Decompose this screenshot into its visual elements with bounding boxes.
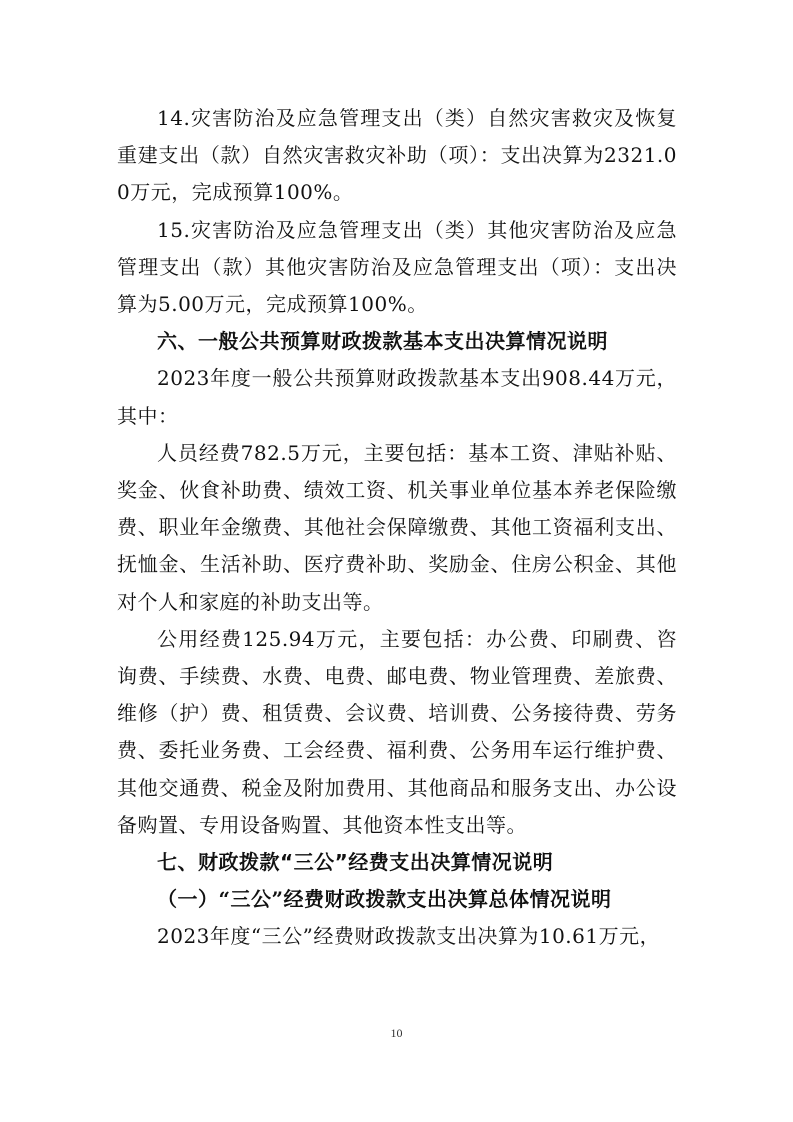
paragraph-public-expenses: 公用经费125.94万元，主要包括：办公费、印刷费、咨询费、手续费、水费、电费、邮电费、物业管理费、差旅费、维修（护）费、租赁费、会议费、培训费、公务接待费、劳务费、委托业务费、工会经费、福利费、公务用车运行维护费、其他交通费、税金及附加费用、其他商品和服务支出、办公设备购置、专用设备购置、其他资本性支出等。 [117,626,677,837]
page-number: 10 [390,1026,403,1040]
subsection-heading-1: （一）“三公”经费财政拨款支出决算总体情况说明 [157,887,612,912]
paragraph-item-15: 15.灾害防治及应急管理支出（类）其他灾害防治及应急管理支出（款）其他灾害防治及应急管理支出（项）：支出决算为5.00万元，完成预算100%。 [117,217,677,317]
paragraph-personnel-expenses: 人员经费782.5万元，主要包括：基本工资、津贴补贴、奖金、伙食补助费、绩效工资、机关事业单位基本养老保险缴费、职业年金缴费、其他社会保障缴费、其他工资福利支出、抚恤金、生活补助、医疗费补助、奖励金、住房公积金、其他对个人和家庭的补助支出等。 [117,440,677,614]
paragraph-item-14: 14.灾害防治及应急管理支出（类）自然灾害救灾及恢复重建支出（款）自然灾害救灾补助（项）：支出决算为2321.00万元，完成预算100%。 [117,106,677,205]
section-heading-6: 六、一般公共预算财政拨款基本支出决算情况说明 [157,329,608,354]
paragraph-basic-expenditure: 2023年度一般公共预算财政拨款基本支出908.44万元，其中： [117,366,677,428]
paragraph-three-public-total: 2023年度“三公”经费财政拨款支出决算为10.61万元， [157,924,661,949]
section-heading-7: 七、财政拨款“三公”经费支出决算情况说明 [157,850,554,875]
document-body [117,100,677,956]
